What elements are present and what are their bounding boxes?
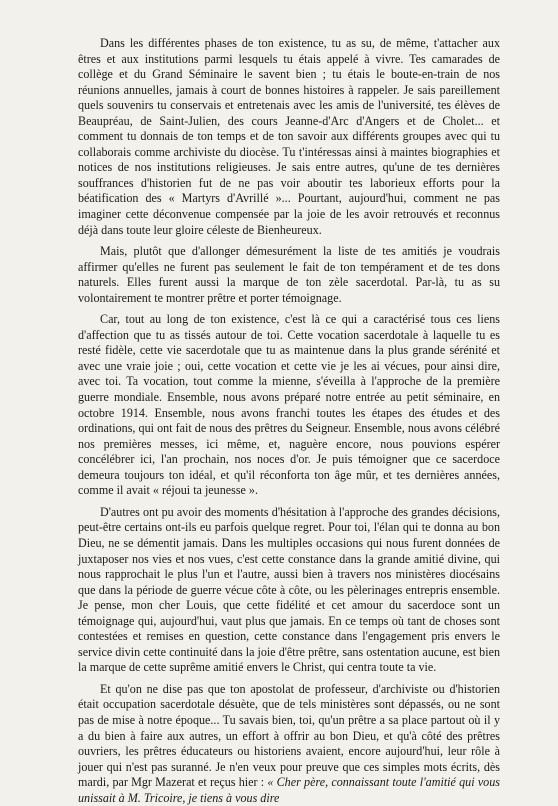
paragraph-3: Car, tout au long de ton existence, c'est là ce qui a caractérisé tous ces liens d'affection que tu as tissés autour de toi. Cette vocation sacerdotale à laquelle tu es resté fidèle, cette vie sacerdotale que tu as maintenue dans la plus grande sérénité et avec une vraie joie ; oui, cette vocation et cette vie je les ai vécues, pour ainsi dire, avec toi. Ta vocation, tout comme la mienne, s'éveilla à l'approche de la première guerre mondiale. Ensemble, nous avons préparé notre entrée au petit séminaire, en octobre 1914. Ensemble, nous avons franchi toutes les étapes des études et des ordinations, qui ont fait de nous des prêtres du Seigneur. Ensemble, nous avons célébré nos premières messes, ici même, et, naguère encore, nous pouvions espérer concélébrer ici, l'an prochain, nos noces d'or. Je puis témoigner que ce sacerdoce demeura toujours ton idéal, et qu'il réconforta ton âge mûr, et tes dernières années, comme il avait « réjoui ta jeunesse ».: [78, 312, 500, 498]
paragraph-5-text: Et qu'on ne dise pas que ton apostolat de professeur, d'archiviste ou d'historien était occupation sacerdotale désuète, que de tels ministères sont dépassés, ou ne sont pas de mise à notre époque... Tu savais bien, toi, qu'un prêtre a sa place partout où il y a du bien à faire aux autres, un effort à offrir au bon Dieu, et qu'à côté des prêtres ouvriers, les prêtres éducateurs ou historiens avaient, encore aujourd'hui, leur rôle à jouer qui n'est pas suranné. Je n'en veux pour preuve que ces simples mots écrits, dès mardi, par Mgr Mazerat et reçus hier :: [78, 681, 500, 790]
paragraph-1: Dans les différentes phases de ton existence, tu as su, de même, t'attacher aux êtres et aux institutions parmi lesquels tu étais appelé à vivre. Tes camarades de collège et du Grand Séminaire le savent bien ; tu étais le boute-en-train de nos réunions annuelles, jamais à court de bonnes histoires à rappeler. Je sais pareillement quels souvenirs tu conservais et entretenais avec les amis de l'université, tes élèves de Beaupréau, de Saint-Julien, des cours Jeanne-d'Arc d'Angers et de Cholet... et comment tu donnais de ton temps et de ton savoir aux différents groupes avec qui tu collaborais comme archiviste du diocèse. Tu t'intéressas ainsi à maintes biographies et notices de nos institutions religieuses. Je sais entre autres, qu'une de tes dernières souffrances d'historien fut de ne pas voir aboutir tes laborieux efforts pour la béatification des « Martyrs d'Avrillé »... Pourtant, aujourd'hui, comment ne pas imaginer cette déconvenue compensée par la joie de les avoir retrouvés et reconnus déjà dans toute leur gloire céleste de Bienheureux.: [78, 36, 500, 237]
paragraph-4: D'autres ont pu avoir des moments d'hésitation à l'approche des grandes décisions, peut-être certains ont-ils eu parfois quelque regret. Pour toi, l'élan qui te donna au bon Dieu, ne se démentit jamais. Dans les multiples occasions qui nous furent données de juxtaposer nos vies et nos vues, c'est cette constance dans la grande amitié divine, qui nous rapprochait le plus l'un et l'autre, aussi bien à travers nos ministères diocésains que dans la période de guerre vécue côte à côte, ou les pèlerinages entrepris ensemble. Je pense, mon cher Louis, que cette fidélité et cet amour du sacerdoce sont un témoignage qui, aujourd'hui, vaut plus que jamais. En ce temps où tant de choses sont contestées et remises en question, cette constance dans l'engagement pris envers le service divin cette continuité dans la joie d'être prêtre, sans ostentation aucune, est bien la marque de cette suprême amitié envers le Christ, qui centra toute ta vie.: [78, 504, 500, 675]
quoted-letter-italic: « Cher père, connaissant toute l'amitié qui vous unissait à M. Tricoire, je tiens à vous dire: [78, 775, 500, 805]
paragraph-5: [78, 682, 500, 806]
paragraph-2: Mais, plutôt que d'allonger démesurément la liste de tes amitiés je voudrais affirmer qu'elles ne furent pas seulement le fait de ton tempérament et de tes dons naturels. Elles furent aussi la marque de ton zèle sacerdotal. Par-là, tu as su volontairement te montrer prêtre et porter témoignage.: [78, 244, 500, 305]
